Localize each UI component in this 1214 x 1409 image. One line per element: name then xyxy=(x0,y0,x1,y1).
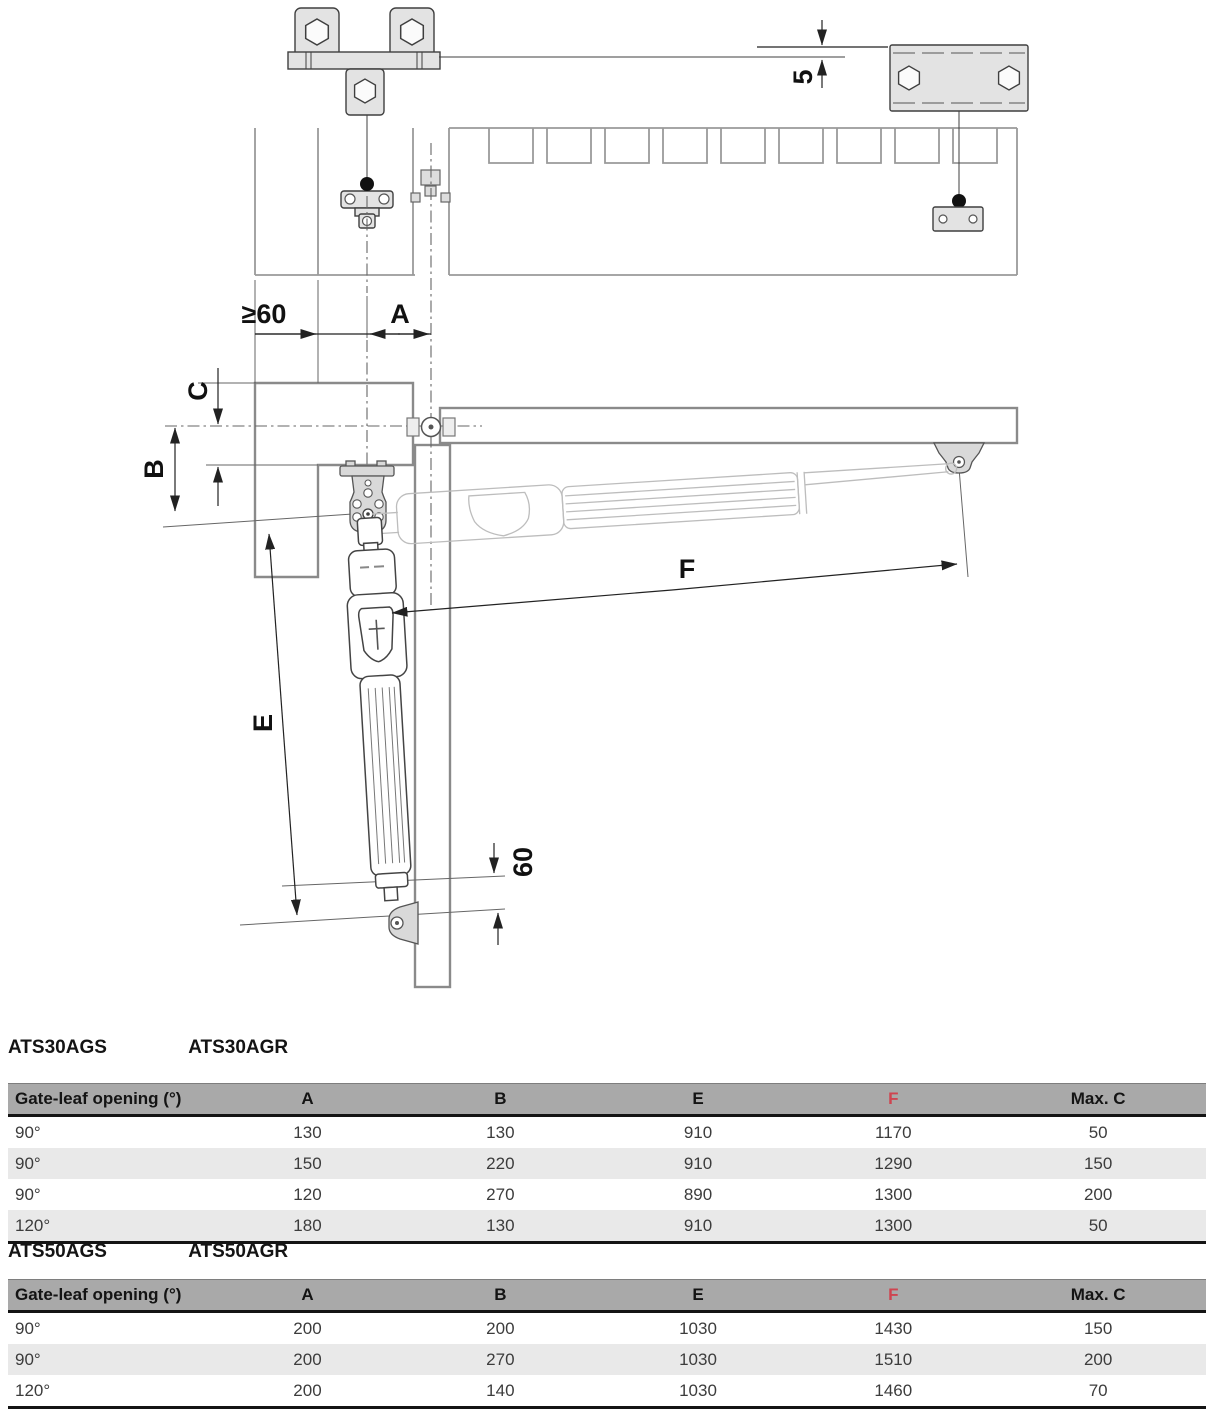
gate-bracket-plan xyxy=(934,443,984,473)
col-header: Max. C xyxy=(990,1280,1206,1312)
table-cell: 200 xyxy=(293,1318,322,1338)
col-header: E xyxy=(600,1280,796,1312)
gate-leaf-closed xyxy=(440,408,1017,443)
leader-dot xyxy=(952,194,966,208)
table-cell: 1170 xyxy=(875,1122,912,1142)
table-header-row xyxy=(8,1084,1206,1116)
col-header: B xyxy=(401,1084,600,1116)
table-cell: 150 xyxy=(293,1153,322,1173)
table-cell: 200 xyxy=(486,1318,515,1338)
table-cell: 90° xyxy=(15,1184,41,1204)
table-cell: 200 xyxy=(293,1349,322,1369)
pillar-plan xyxy=(255,383,413,577)
spec-table-ats50 xyxy=(8,1242,1206,1409)
table-cell: 90° xyxy=(15,1318,41,1338)
table-models xyxy=(8,1038,1206,1057)
table-cell: 120° xyxy=(15,1380,51,1400)
table-row xyxy=(8,1116,1206,1149)
leader-dot xyxy=(360,177,374,191)
table-cell: 130 xyxy=(293,1122,322,1142)
col-header: B xyxy=(401,1280,600,1312)
table-cell: 50 xyxy=(1088,1215,1108,1235)
hex-bolt-icon xyxy=(306,19,329,45)
table-cell: 1030 xyxy=(679,1318,717,1338)
hex-bolt-icon xyxy=(999,66,1020,90)
table-cell: 200 xyxy=(293,1380,322,1400)
table-cell: 890 xyxy=(683,1184,713,1204)
table-cell: 910 xyxy=(683,1153,713,1173)
col-header: A xyxy=(214,1084,401,1116)
table-cell: 150 xyxy=(1083,1153,1113,1173)
hex-bolt-icon xyxy=(401,19,424,45)
model-name: ATS50AGR xyxy=(188,1241,289,1262)
dim-label-e: E xyxy=(248,713,278,733)
col-header-f: F xyxy=(796,1084,990,1116)
col-header: Gate-leaf opening (°) xyxy=(8,1084,214,1116)
gate-top-view xyxy=(255,128,1017,275)
table-cell: 1030 xyxy=(679,1380,717,1400)
table-cell: 90° xyxy=(15,1153,41,1173)
dim-label-b: B xyxy=(139,459,169,479)
rear-plate-detail xyxy=(890,45,1028,231)
table-cell: 200 xyxy=(1083,1349,1113,1369)
table-row xyxy=(8,1344,1206,1375)
table-row xyxy=(8,1179,1206,1210)
hex-bolt-icon xyxy=(899,66,920,90)
dimensions-table xyxy=(8,1279,1206,1409)
table-header-row xyxy=(8,1280,1206,1312)
table-row xyxy=(8,1148,1206,1179)
table-cell: 1430 xyxy=(874,1318,913,1338)
dim-label-a: A xyxy=(390,299,410,329)
gate-leaf-open xyxy=(415,445,450,987)
table-cell: 910 xyxy=(683,1122,713,1142)
table-cell: 220 xyxy=(486,1153,515,1173)
table-row xyxy=(8,1312,1206,1345)
dim-label-rear-offset: 60 xyxy=(508,846,538,878)
table-cell: 200 xyxy=(1083,1184,1113,1204)
table-cell: 1460 xyxy=(874,1380,913,1400)
col-header: A xyxy=(214,1280,401,1312)
table-cell: 120° xyxy=(15,1215,51,1235)
table-cell: 90° xyxy=(15,1349,41,1369)
dim-label-plate-offset: 5 xyxy=(788,69,818,85)
dim-label-min-offset: ≥60 xyxy=(241,299,287,329)
model-name: ATS50AGS xyxy=(8,1241,107,1262)
model-name: ATS30AGS xyxy=(8,1037,107,1058)
table-cell: 910 xyxy=(683,1215,713,1235)
table-cell: 270 xyxy=(486,1184,515,1204)
table-models xyxy=(8,1242,1206,1261)
table-row xyxy=(8,1210,1206,1243)
dimensions-table xyxy=(8,1083,1206,1244)
table-cell: 1030 xyxy=(679,1349,717,1369)
hinge-plan xyxy=(407,418,455,437)
col-header: Max. C xyxy=(990,1084,1206,1116)
table-cell: 130 xyxy=(486,1215,515,1235)
col-header: E xyxy=(600,1084,796,1116)
dim-label-c: C xyxy=(183,381,213,401)
table-cell: 140 xyxy=(486,1380,515,1400)
table-cell: 70 xyxy=(1088,1380,1108,1400)
table-cell: 1290 xyxy=(874,1153,913,1173)
table-cell: 50 xyxy=(1088,1122,1108,1142)
actuator-closed-ghost xyxy=(371,459,959,546)
dim-label-f: F xyxy=(678,554,696,584)
table-cell: 270 xyxy=(486,1349,515,1369)
col-header-f: F xyxy=(796,1280,990,1312)
gate-bars-comb xyxy=(489,128,997,163)
table-cell: 90° xyxy=(15,1122,41,1142)
table-cell: 1300 xyxy=(874,1215,913,1235)
table-cell: 120 xyxy=(293,1184,322,1204)
col-header: Gate-leaf opening (°) xyxy=(8,1280,214,1312)
spec-table-ats30 xyxy=(8,1038,1206,1244)
table-cell: 1300 xyxy=(874,1184,913,1204)
table-cell: 180 xyxy=(293,1215,322,1235)
model-name: ATS30AGR xyxy=(188,1037,289,1058)
table-cell: 150 xyxy=(1083,1318,1113,1338)
hex-bolt-icon xyxy=(355,79,376,103)
table-cell: 130 xyxy=(486,1122,515,1142)
table-cell: 1510 xyxy=(874,1349,913,1369)
